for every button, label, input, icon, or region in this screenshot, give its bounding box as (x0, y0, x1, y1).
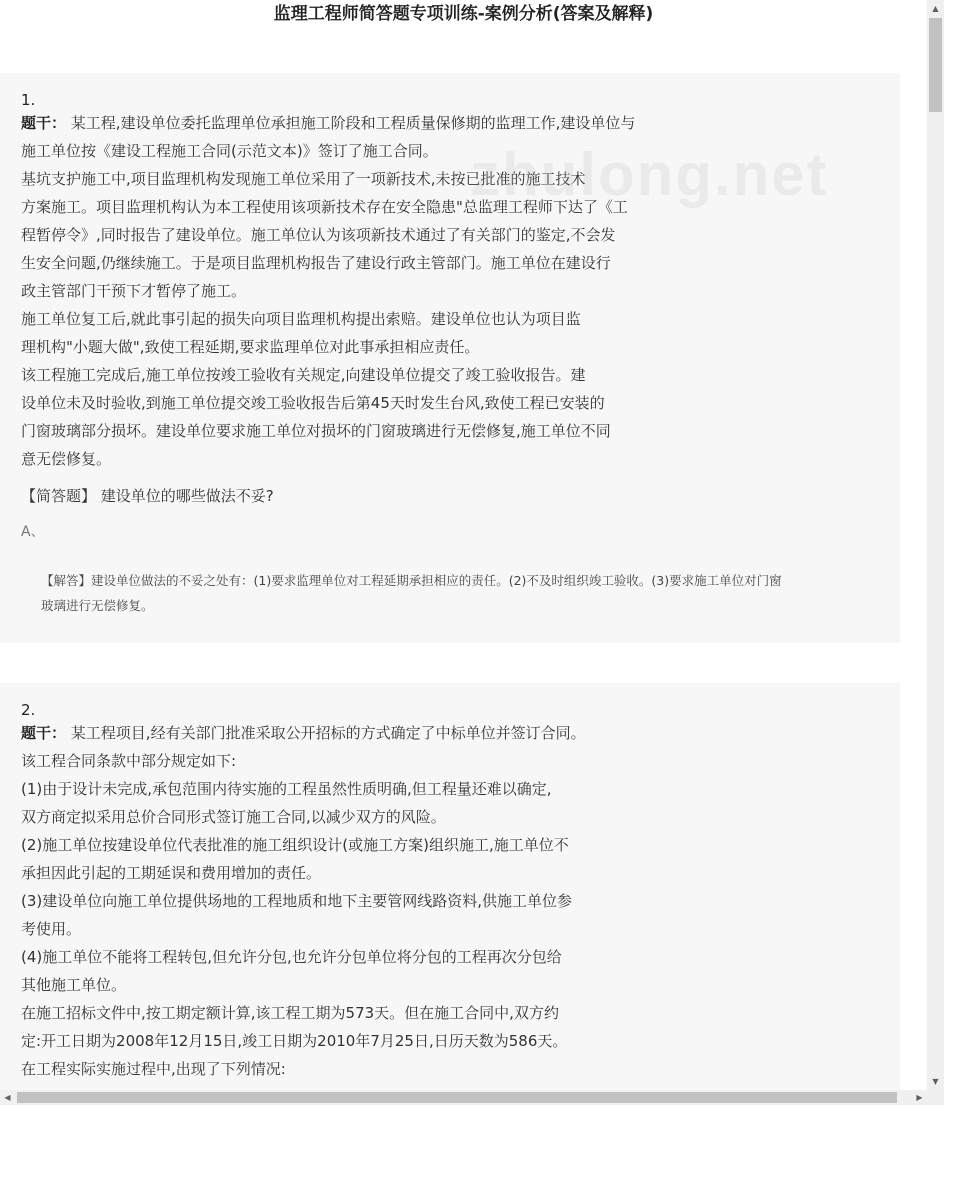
stem-label: 题干： (21, 114, 67, 132)
stem-line: 其他施工单位。 (21, 976, 127, 994)
vertical-scroll-thumb[interactable] (929, 18, 942, 112)
stem-line: 方案施工。项目监理机构认为本工程使用该项新技术存在安全隐患"总监理工程师下达了《工 (21, 198, 628, 216)
stem-line: 设单位未及时验收,到施工单位提交竣工验收报告后第45天时发生台风,致使工程已安装的 (21, 394, 605, 412)
question-prompt: 【简答题】 建设单位的哪些做法不妥? (21, 487, 274, 505)
stem-line: 承担因此引起的工期延误和费用增加的责任。 (21, 864, 322, 882)
stem-line: 意无偿修复。 (21, 450, 112, 468)
scroll-left-arrow-icon[interactable]: ◀ (4, 1093, 11, 1102)
answer-line: 【解答】建设单位做法的不妥之处有：(1)要求监理单位对工程延期承担相应的责任。(2)不及时组织竣工验收。(3)要求施工单位对门窗 (41, 573, 782, 588)
horizontal-scroll-thumb[interactable] (17, 1092, 897, 1103)
stem-line: (3)建设单位向施工单位提供场地的工程地质和地下主要管网线路资料,供施工单位参 (21, 892, 573, 910)
stem-line: 政主管部门干预下才暂停了施工。 (21, 282, 247, 300)
stem-line: (4)施工单位不能将工程转包,但允许分包,也允许分包单位将分包的工程再次分包给 (21, 948, 562, 966)
stem-line: 该工程施工完成后,施工单位按竣工验收有关规定,向建设单位提交了竣工验收报告。建 (21, 366, 586, 384)
stem-line: 门窗玻璃部分损坏。建设单位要求施工单位对损坏的门窗玻璃进行无偿修复,施工单位不同 (21, 422, 611, 440)
stem-line: 考使用。 (21, 920, 82, 938)
stem-line: (1)由于设计未完成,承包范围内待实施的工程虽然性质明确,但工程量还难以确定, (21, 780, 552, 798)
stem-line: (2)施工单位按建设单位代表批准的施工组织设计(或施工方案)组织施工,施工单位不 (21, 836, 569, 854)
stem-line: 定:开工日期为2008年12月15日,竣工日期为2010年7月25日,日历天数为586天。 (21, 1032, 568, 1050)
answer-option[interactable]: A、 (21, 524, 45, 540)
scroll-down-arrow-icon[interactable]: ▼ (932, 1077, 939, 1086)
stem-line: 理机构"小题大做",致使工程延期,要求监理单位对此事承担相应责任。 (21, 338, 480, 356)
stem-line: 该工程合同条款中部分规定如下: (21, 752, 237, 770)
stem-line: 基坑支护施工中,项目监理机构发现施工单位采用了一项新技术,未按已批准的施工技术 (21, 170, 586, 188)
scroll-up-arrow-icon[interactable]: ▲ (932, 4, 939, 13)
answer-explanation (41, 568, 871, 618)
question-number: 2. (21, 701, 36, 719)
stem-line: 在工程实际实施过程中,出现了下列情况: (21, 1060, 286, 1078)
question-card (0, 683, 900, 1090)
question-card (0, 73, 900, 643)
stem-line: 在施工招标文件中,按工期定额计算,该工程工期为573天。但在施工合同中,双方约 (21, 1004, 559, 1022)
scrollbar-corner (927, 1090, 944, 1105)
stem-line: 程暂停令》,同时报告了建设单位。施工单位认为该项新技术通过了有关部门的鉴定,不会发 (21, 226, 616, 244)
vertical-scrollbar[interactable] (927, 0, 944, 1090)
answer-line: 玻璃进行无偿修复。 (41, 598, 154, 613)
stem-line: 双方商定拟采用总价合同形式签订施工合同,以减少双方的风险。 (21, 808, 446, 826)
stem-line: 生安全问题,仍继续施工。于是项目监理机构报告了建设行政主管部门。施工单位在建设行 (21, 254, 611, 272)
question-number: 1. (21, 91, 36, 109)
horizontal-scrollbar[interactable] (0, 1090, 927, 1105)
page-title: 监理工程师简答题专项训练-案例分析(答案及解释) (273, 4, 654, 24)
question-stem (21, 719, 701, 1083)
scroll-right-arrow-icon[interactable]: ▶ (916, 1093, 923, 1102)
stem-line: 施工单位按《建设工程施工合同(示范文本)》签订了施工合同。 (21, 142, 438, 160)
question-stem (21, 109, 701, 473)
stem-line: 施工单位复工后,就此事引起的损失向项目监理机构提出索赔。建设单位也认为项目监 (21, 310, 581, 328)
stem-line: 某工程项目,经有关部门批准采取公开招标的方式确定了中标单位并签订合同。 (70, 724, 586, 742)
stem-label: 题干： (21, 724, 67, 742)
stem-line: 某工程,建设单位委托监理单位承担施工阶段和工程质量保修期的监理工作,建设单位与 (70, 114, 636, 132)
